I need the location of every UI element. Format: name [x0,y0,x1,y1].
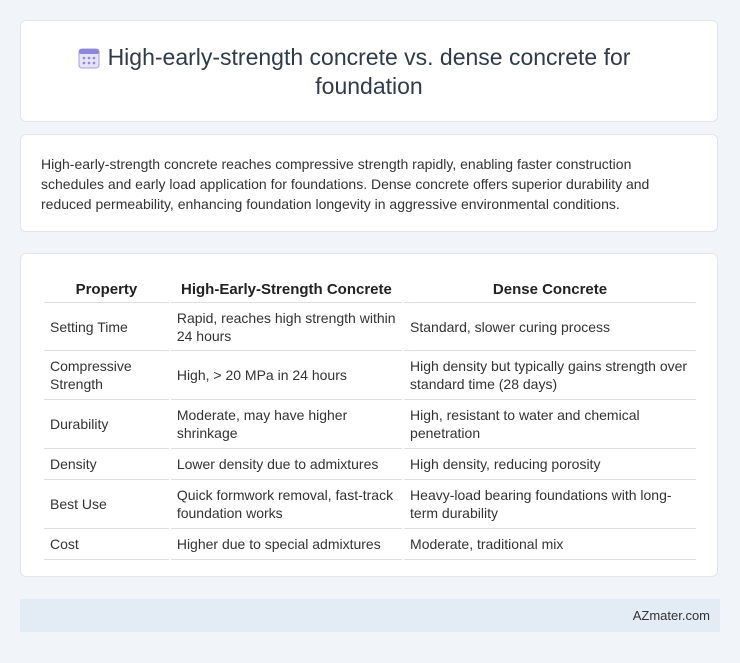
table-row [44,480,696,529]
intro-card [20,134,718,232]
intro-paragraph: High-early-strength concrete reaches compressive strength rapidly, enabling faster construction schedules and early load application for foundations. Dense concrete offers superior durability and reduced permeability, enhancing foundation longevity in aggressive environmental conditions. [41,156,650,212]
row-high-early-value: Moderate, may have higher shrinkage [171,400,402,449]
row-property: Density [44,449,169,480]
footer-bar [20,599,720,632]
table-row [44,529,696,560]
row-dense-value: High, resistant to water and chemical penetration [404,400,696,449]
row-high-early-value: High, > 20 MPa in 24 hours [171,351,402,400]
table-row [44,303,696,351]
table-row [44,449,696,480]
row-property: Best Use [44,480,169,529]
column-header-property: Property [44,274,169,303]
row-dense-value: Moderate, traditional mix [404,529,696,560]
table-row [44,400,696,449]
row-dense-value: Standard, slower curing process [404,303,696,351]
comparison-card [20,253,718,577]
row-property: Setting Time [44,303,169,351]
row-high-early-value: Lower density due to admixtures [171,449,402,480]
column-header-high-early-strength: High-Early-Strength Concrete [171,274,402,303]
row-high-early-value: Quick formwork removal, fast-track foundation works [171,480,402,529]
row-high-early-value: Higher due to special admixtures [171,529,402,560]
row-property: Durability [44,400,169,449]
page-title: High-early-strength concrete vs. dense concrete for foundation [107,44,631,99]
row-property: Compressive Strength [44,351,169,400]
row-property: Cost [44,529,169,560]
row-dense-value: Heavy-load bearing foundations with long-term durability [404,480,696,529]
row-dense-value: High density, reducing porosity [404,449,696,480]
row-dense-value: High density but typically gains strength over standard time (28 days) [404,351,696,400]
title-card [20,20,718,122]
table-row [44,351,696,400]
row-high-early-value: Rapid, reaches high strength within 24 hours [171,303,402,351]
comparison-table [42,274,698,560]
footer-brand[interactable]: AZmater.com [632,608,710,623]
table-header-row [44,274,696,303]
column-header-dense: Dense Concrete [404,274,696,303]
